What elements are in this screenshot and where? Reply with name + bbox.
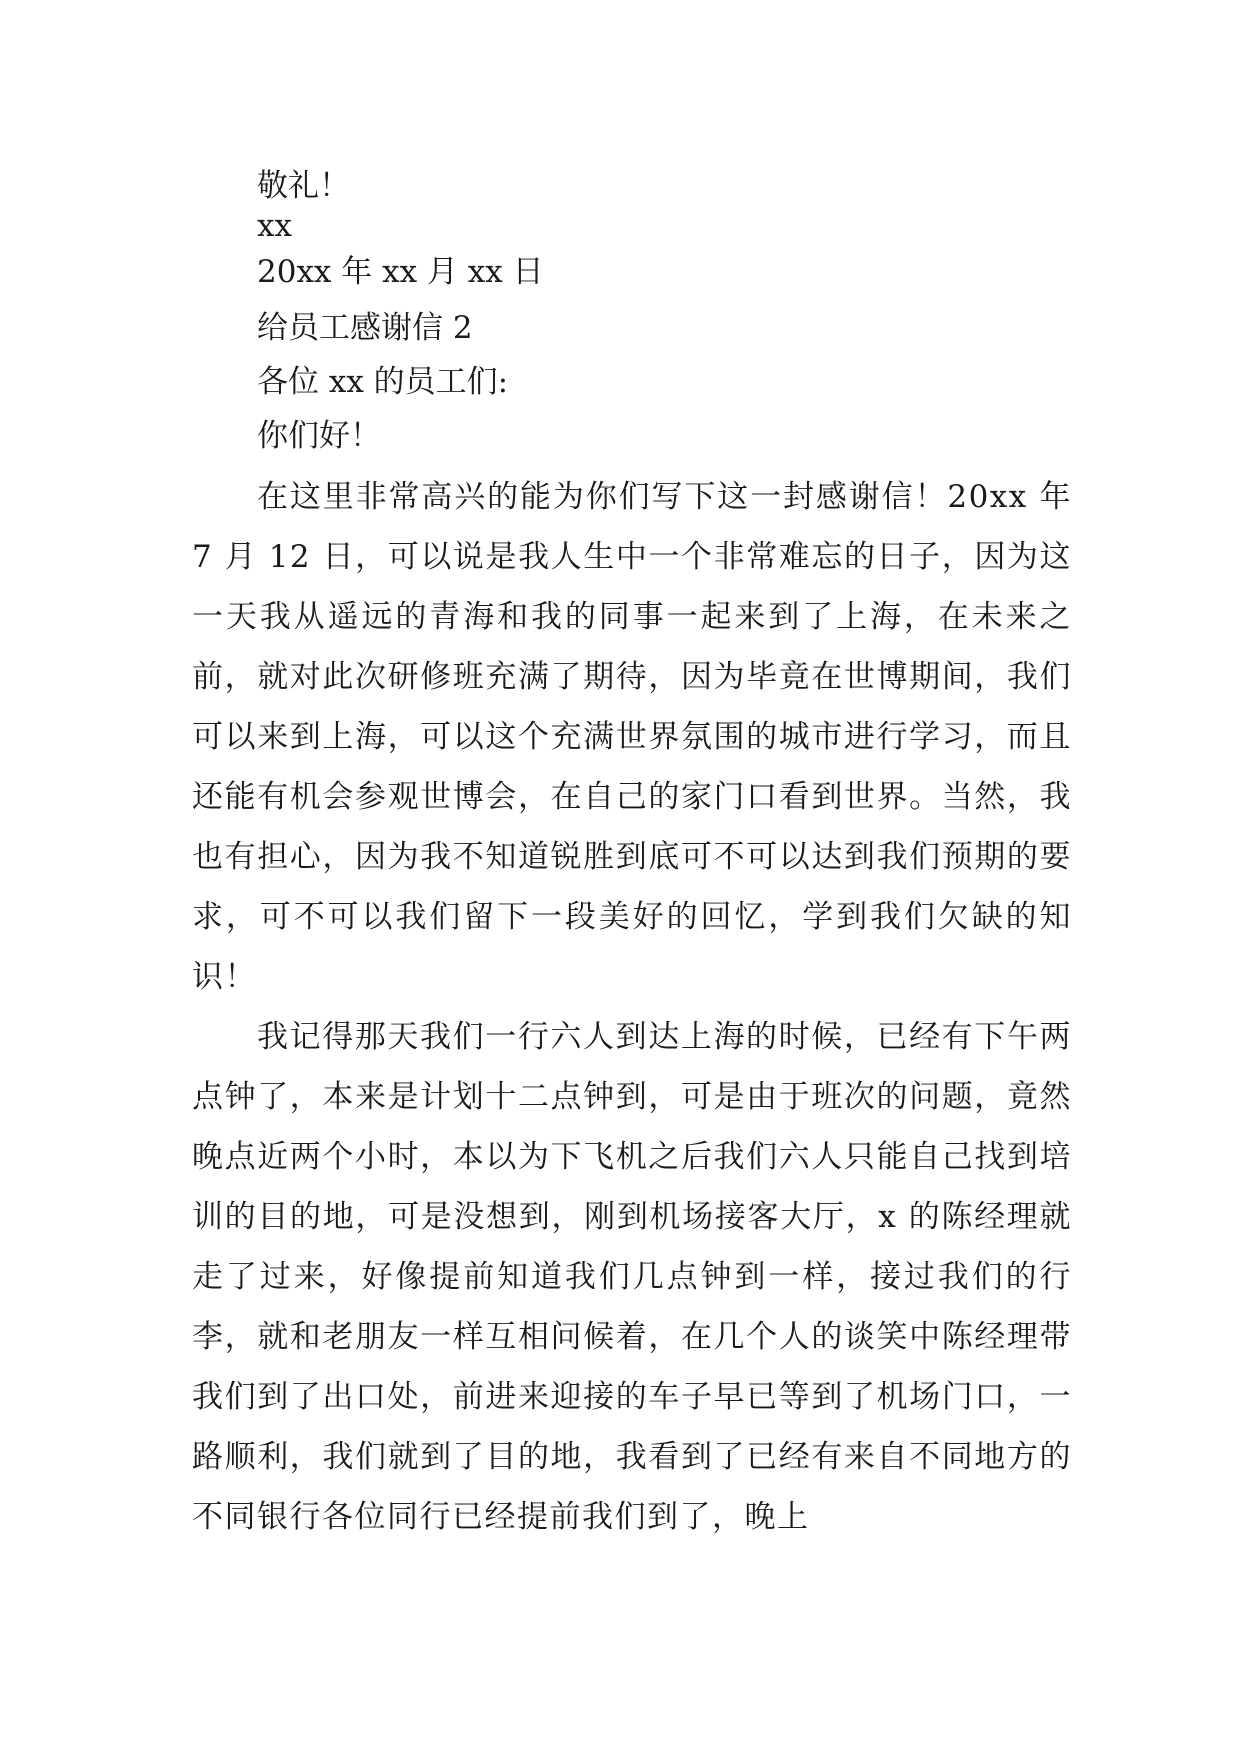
- body-paragraph-1: 在这里非常高兴的能为你们写下这一封感谢信！20xx 年 7 月 12 日，可以说是我人生中一个非常难忘的日子，因为这一天我从遥远的青海和我的同事一起来到了上海，在未来之前，就对此次研修班充满了期待，因为毕竟在世博期间，我们可以来到上海，可以这个充满世界氛围的城市进行学习，而且还能有机会参观世博会，在自己的家门口看到世界。当然，我也有担心，因为我不知道锐胜到底可不可以达到我们预期的要求，可不可以我们留下一段美好的回忆，学到我们欠缺的知识！: [192, 479, 1072, 995]
- greeting: 你们好！: [257, 418, 381, 454]
- salutation: 各位 xx 的员工们:: [257, 364, 509, 400]
- date-line: 20xx 年 xx 月 xx 日: [257, 254, 544, 290]
- closing-line: 敬礼！: [257, 168, 350, 204]
- body-paragraph-2: 我记得那天我们一行六人到达上海的时候，已经有下午两点钟了，本来是计划十二点钟到，可是由于班次的问题，竟然晚点近两个小时，本以为下飞机之后我们六人只能自己找到培训的目的地，可是没想到，刚到机场接客大厅，x 的陈经理就走了过来，好像提前知道我们几点钟到一样，接过我们的行李，就和老朋友一样互相问候着，在几个人的谈笑中陈经理带我们到了出口处，前进来迎接的车子早已等到了机场门口，一路顺利，我们就到了目的地，我看到了已经有来自不同地方的不同银行各位同行已经提前我们到了，晚上: [192, 1019, 1072, 1535]
- letter-title: 给员工感谢信 2: [257, 310, 473, 346]
- signature: xx: [257, 208, 292, 244]
